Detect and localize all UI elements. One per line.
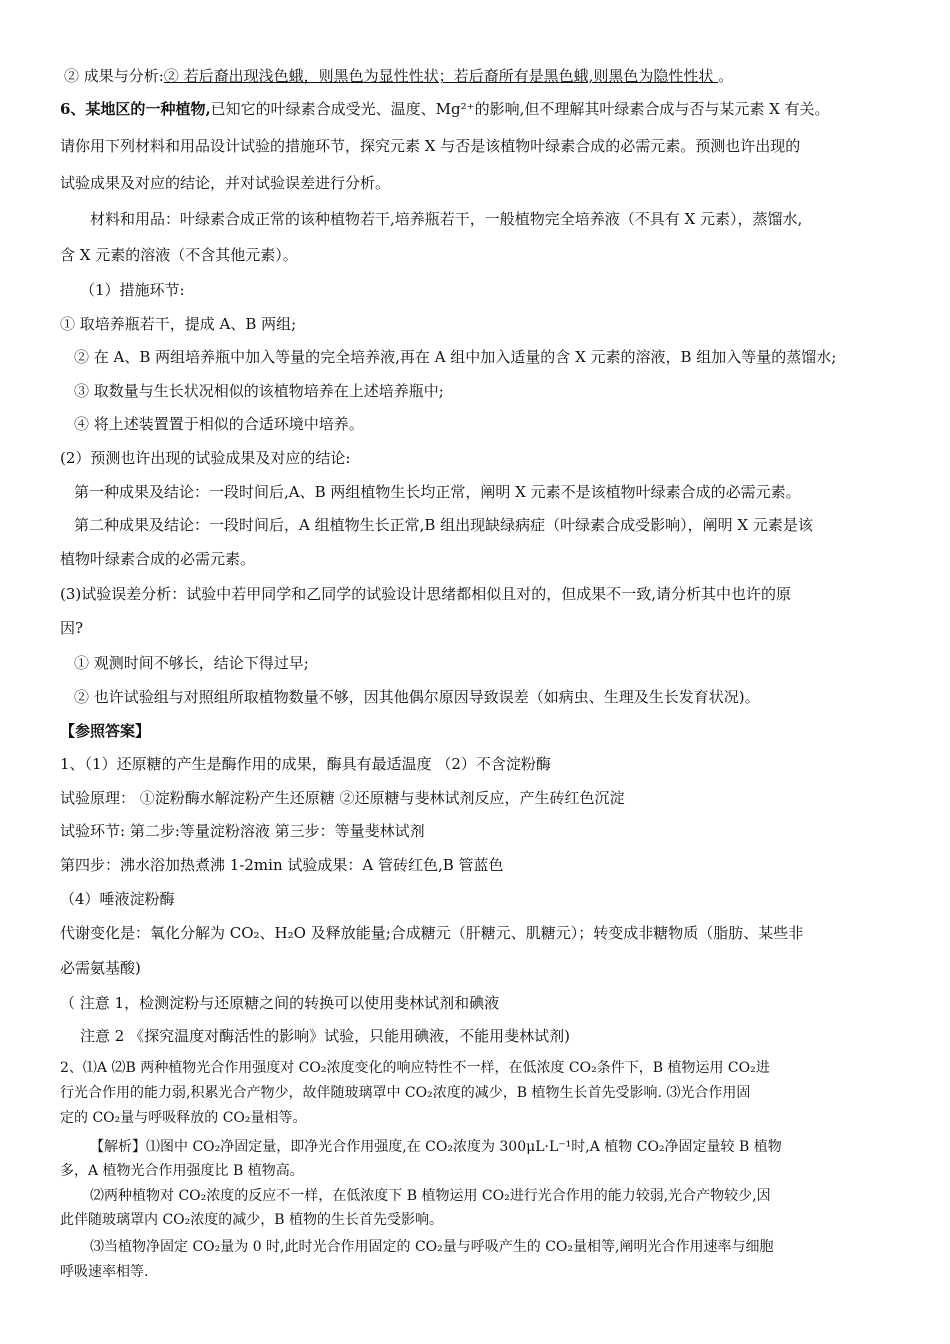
result-line: 第二种成果及结论：一段时间后，A 组植物生长正常,B 组出现缺绿病症（叶绿素合成受影响），阐明 X 元素是该 xyxy=(74,516,813,534)
result-analysis-label: ② 成果与分析: xyxy=(64,67,164,85)
result-line: 植物叶绿素合成的必需元素。 xyxy=(60,550,256,568)
error-item: ① 观测时间不够长，结论下得过早; xyxy=(74,654,309,672)
answer-line: 必需氨基酸) xyxy=(60,959,141,977)
analysis-line: ⑵两种植物对 CO₂浓度的反应不一样，在低浓度下 B 植物运用 CO₂进行光合作用的能力较弱,光合产物较少,因 xyxy=(90,1188,771,1204)
analysis-line: 此伴随玻璃罩内 CO₂浓度的减少，B 植物的生长首先受影响。 xyxy=(60,1212,443,1228)
materials-line: 含 X 元素的溶液（不含其他元素）。 xyxy=(60,246,298,264)
question-6-heading xyxy=(60,99,830,119)
answer-2-line: 定的 CO₂量与呼吸释放的 CO₂量相等。 xyxy=(60,1110,307,1126)
answer-line: 代谢变化是：氧化分解为 CO₂、H₂O 及释放能量;合成糖元（肝糖元、肌糖元）；转变成非糖物质（脂肪、某些非 xyxy=(60,924,804,942)
result-analysis-underlined: ② 若后裔出现浅色蛾，则黑色为显性性状；若后裔所有是黑色蛾,则黑色为隐性性状 xyxy=(163,67,719,85)
step-item: ④ 将上述装置置于相似的合适环境中培养。 xyxy=(74,415,364,433)
step-item: ① 取培养瓶若干，提成 A、B 两组; xyxy=(60,315,297,333)
question-6-text: 已知它的叶绿素合成受光、温度、Mg²⁺的影响,但不理解其叶绿素合成与否与某元素 X 有关。 xyxy=(210,100,830,118)
analysis-line: 呼吸速率相等. xyxy=(60,1264,149,1280)
answer-line: 试验环节: 第二步:等量淀粉溶液 第三步：等量斐林试剂 xyxy=(60,822,425,840)
error-analysis-line: 因? xyxy=(60,619,84,637)
note-line: （ 注意 1，检测淀粉与还原糖之间的转换可以使用斐林试剂和碘液 xyxy=(60,994,500,1012)
materials-line: 材料和用品：叶绿素合成正常的该种植物若干,培养瓶若干，一般植物完全培养液（不具有 X 元素），蒸馏水, xyxy=(90,210,803,228)
error-analysis-line: (3)试验误差分析：试验中若甲同学和乙同学的试验设计思绪都相似且对的，但成果不一致,请分析其中也许的原 xyxy=(60,585,792,603)
result-analysis-line xyxy=(64,66,733,86)
answer-line: （4）唾液淀粉酶 xyxy=(60,890,175,908)
answer-line: 第四步：沸水浴加热煮沸 1-2min 试验成果：A 管砖红色,B 管蓝色 xyxy=(60,856,504,874)
step-item: ② 在 A、B 两组培养瓶中加入等量的完全培养液,再在 A 组中加入适量的含 X 元素的溶液，B 组加入等量的蒸馏水; xyxy=(74,348,837,366)
section-heading: （1）措施环节: xyxy=(80,281,185,299)
analysis-line: 【解析】⑴图中 CO₂净固定量，即净光合作用强度,在 CO₂浓度为 300μL·L⁻¹时,A 植物 CO₂净固定量较 B 植物 xyxy=(90,1139,782,1155)
answer-2-line: 2、⑴A ⑵B 两种植物光合作用强度对 CO₂浓度变化的响应特性不一样，在低浓度 CO₂条件下，B 植物运用 CO₂进 xyxy=(60,1060,770,1076)
answer-heading: 【参照答案】 xyxy=(60,722,151,740)
result-analysis-end: 。 xyxy=(718,67,734,85)
paragraph-line: 请你用下列材料和用品设计试验的措施环节，探究元素 X 与否是该植物叶绿素合成的必需元素。预测也许出现的 xyxy=(60,137,801,155)
question-6-number: 6、某地区的一种植物, xyxy=(60,100,211,118)
result-line: 第一种成果及结论：一段时间后,A、B 两组植物生长均正常，阐明 X 元素不是该植物叶绿素合成的必需元素。 xyxy=(74,483,801,501)
answer-line: 试验原理： ①淀粉酶水解淀粉产生还原糖 ②还原糖与斐林试剂反应，产生砖红色沉淀 xyxy=(60,789,625,807)
analysis-line: ⑶当植物净固定 CO₂量为 0 时,此时光合作用固定的 CO₂量与呼吸产生的 CO₂量相等,阐明光合作用速率与细胞 xyxy=(90,1239,774,1255)
paragraph-line: 试验成果及对应的结论，并对试验误差进行分析。 xyxy=(60,174,391,192)
step-item: ③ 取数量与生长状况相似的该植物培养在上述培养瓶中; xyxy=(74,382,444,400)
error-item: ② 也许试验组与对照组所取植物数量不够，因其他偶尔原因导致误差（如病虫、生理及生长发育状况)。 xyxy=(74,688,760,706)
section-heading: (2）预测也许出现的试验成果及对应的结论: xyxy=(60,449,351,467)
analysis-line: 多，A 植物光合作用强度比 B 植物高。 xyxy=(60,1163,304,1179)
answer-2-line: 行光合作用的能力弱,积累光合产物少，故伴随玻璃罩中 CO₂浓度的减少，B 植物生长首先受影响. ⑶光合作用固 xyxy=(60,1085,751,1101)
answer-line: 1、（1）还原糖的产生是酶作用的成果，酶具有最适温度 （2）不含淀粉酶 xyxy=(60,755,551,773)
note-line: 注意 2 《探究温度对酶活性的影响》试验，只能用碘液，不能用斐林试剂) xyxy=(80,1027,570,1045)
